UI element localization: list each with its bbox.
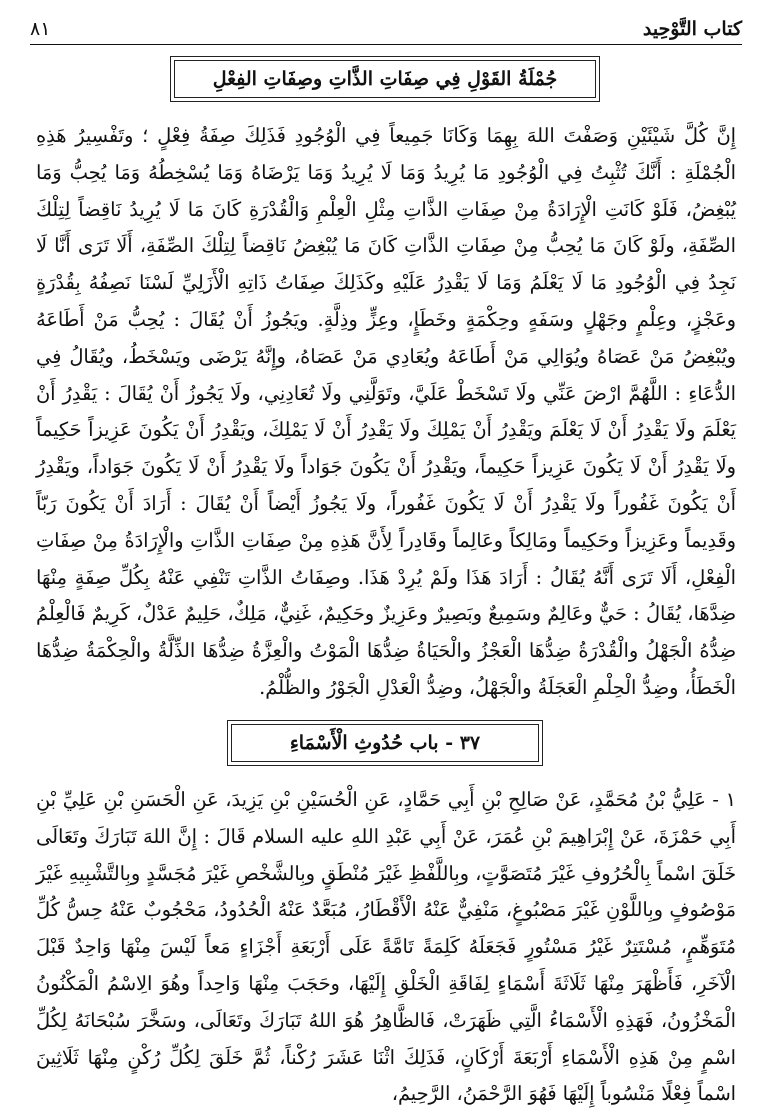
section-heading-attributes: جُمْلَةُ القَوْلِ فِي صِفَاتِ الذَّاتِ وصِفَاتِ الفِعْلِ — [174, 60, 596, 98]
paragraph-attributes: إِنَّ كُلَّ شَيْئَيْنِ وَصَفْتَ اللهَ بِهِمَا وَكَانَا جَمِيعاً فِي الْوُجُودِ فَذَلِكَ صِفَةُ فِعْلٍ ؛ وتَفْسِيرُ هَذِهِ الْجُمْلَةِ : أَنَّكَ تُثْبِتُ فِي الْوُجُودِ مَا يُرِيدُ وَمَا لَا يُرِيدُ وَمَا يَرْضَاهُ وَمَا يُسْخِطُهُ وَمَا يُحِبُّ وَمَا يُبْغِضُ، فَلَوْ كَانَتِ الْإِرَادَةُ مِنْ صِفَاتِ الذَّاتِ مِثْلِ الْعِلْمِ وَالْقُدْرَةِ كَانَ مَا لَا يُرِيدُ نَاقِضاً لِتِلْكَ الصِّفَةِ، ولَوْ كَانَ مَا يُحِبُّ مِنْ صِفَاتِ الذَّاتِ كَانَ مَا يُبْغِضُ نَاقِضاً لِتِلْكَ الصِّفَةِ، أَلَا تَرَى أَنَّا لَا نَجِدُ فِي الْوُجُودِ مَا لَا يَعْلَمُ وَمَا لَا يَقْدِرُ عَلَيْهِ وكَذَلِكَ صِفَاتُ ذَاتِهِ الْأَزَلِيِّ لَسْنَا نَصِفُهُ بِقُدْرَةٍ وعَجْزٍ، وعِلْمٍ وجَهْلٍ وسَفَهٍ وحِكْمَةٍ وخَطَإٍ، وعِزٍّ وذِلَّةٍ. ويَجُوزُ أَنْ يُقَالَ : يُحِبُّ مَنْ أَطَاعَهُ ويُبْغِضُ مَنْ عَصَاهُ ويُوَالِي مَنْ أَطَاعَهُ ويُعَادِي مَنْ عَصَاهُ، وإِنَّهُ يَرْضَى ويَسْخَطُ، ويُقَالُ فِي الدُّعَاءِ : اللَّهُمَّ ارْضَ عَنِّي ولَا تَسْخَطْ عَلَيَّ، وتَوَلَّنِي ولَا تُعَادِنِي، ولَا يَجُوزُ أَنْ يُقَالَ : يَقْدِرُ أَنْ يَعْلَمَ ولَا يَقْدِرُ أَنْ لَا يَعْلَمَ ويَقْدِرُ أَنْ يَمْلِكَ ولَا يَقْدِرُ أَنْ لَا يَمْلِكَ، ويَقْدِرُ أَنْ يَكُونَ عَزِيزاً حَكِيماً ولَا يَقْدِرُ أَنْ لَا يَكُونَ عَزِيزاً حَكِيماً، ويَقْدِرُ أَنْ يَكُونَ جَوَاداً ولَا يَقْدِرُ أَنْ لَا يَكُونَ جَوَاداً، ويَقْدِرُ أَنْ يَكُونَ غَفُوراً ولَا يَقْدِرُ أَنْ لَا يَكُونَ غَفُوراً، ولَا يَجُوزُ أَيْضاً أَنْ يُقَالَ : أَرَادَ أَنْ يَكُونَ رَبّاً وقَدِيماً وعَزِيزاً وحَكِيماً ومَالِكاً وعَالِماً وقَادِراً لِأَنَّ هَذِهِ مِنْ صِفَاتِ الذَّاتِ والْإِرَادَةُ مِنْ صِفَاتِ الْفِعْلِ، أَلَا تَرَى أَنَّهُ يُقَالُ : أَرَادَ هَذَا ولَمْ يُرِدْ هَذَا. وصِفَاتُ الذَّاتِ تَنْفِي عَنْهُ بِكُلِّ صِفَةٍ مِنْهَا ضِدَّهَا، يُقَالُ : حَيٌّ وعَالِمٌ وسَمِيعٌ وبَصِيرٌ وعَزِيزٌ وحَكِيمٌ، غَنِيٌّ، مَلِكٌ، حَلِيمٌ عَدْلٌ، كَرِيمٌ فَالْعِلْمُ ضِدُّهُ الْجَهْلُ والْقُدْرَةُ ضِدُّهَا الْعَجْزُ والْحَيَاةُ ضِدُّهَا الْمَوْتُ والْعِزَّةُ ضِدُّهَا الذِّلَّةُ والْحِكْمَةُ ضِدُّهَا الْخَطَأُ، وضِدُّ الْحِلْمِ الْعَجَلَةُ والْجَهْلُ، وضِدُّ الْعَدْلِ الْجَوْرُ والظُّلْمُ. — [36, 124, 736, 699]
paragraph-hadith: ١ - عَلِيُّ بْنُ مُحَمَّدٍ، عَنْ صَالِحِ بْنِ أَبِي حَمَّادٍ، عَنِ الْحُسَيْنِ بْنِ يَزِيدَ، عَنِ الْحَسَنِ بْنِ عَلِيِّ بْنِ أَبِي حَمْزَةَ، عَنْ إِبْرَاهِيمَ بْنِ عُمَرَ، عَنْ أَبِي عَبْدِ اللهِ عليه السلام قَالَ : إِنَّ اللهَ تَبَارَكَ وتَعَالَى خَلَقَ اسْماً بِالْحُرُوفِ غَيْرَ مُتَصَوَّتٍ، وبِاللَّفْظِ غَيْرَ مُنْطَقٍ وبِالشَّخْصِ غَيْرَ مُجَسَّدٍ وبِالتَّشْبِيهِ غَيْرَ مَوْصُوفٍ وبِاللَّوْنِ غَيْرَ مَصْبُوغٍ، مَنْفِيٌّ عَنْهُ الْأَقْطَارُ، مُبَعَّدٌ عَنْهُ الْحُدُودُ، مَحْجُوبٌ عَنْهُ حِسُّ كُلِّ مُتَوَهِّمٍ، مُسْتَتِرٌ غَيْرُ مَسْتُورٍ فَجَعَلَهُ كَلِمَةً تَامَّةً عَلَى أَرْبَعَةِ أَجْزَاءٍ مَعاً لَيْسَ مِنْهَا وَاحِدٌ قَبْلَ الْآخَرِ، فَأَظْهَرَ مِنْهَا ثَلَاثَةَ أَسْمَاءٍ لِفَاقَةِ الْخَلْقِ إِلَيْهَا، وحَجَبَ مِنْهَا وَاحِداً وهُوَ الِاسْمُ الْمَكْنُونُ الْمَخْزُونُ، فَهَذِهِ الْأَسْمَاءُ الَّتِي ظَهَرَتْ، فَالظَّاهِرُ هُوَ اللهُ تَبَارَكَ وتَعَالَى، وسَخَّرَ سُبْحَانَهُ لِكُلِّ اسْمٍ مِنْ هَذِهِ الْأَسْمَاءِ أَرْبَعَةَ أَرْكَانٍ، فَذَلِكَ اثْنَا عَشَرَ رُكْناً، ثُمَّ خَلَقَ لِكُلِّ رُكْنٍ مِنْهَا ثَلَاثِينَ اسْماً فِعْلًا مَنْسُوباً إِلَيْهَا فَهُوَ الرَّحْمَنُ، الرَّحِيمُ، — [36, 788, 736, 1106]
page-number: ٨١ — [30, 18, 51, 40]
running-header — [30, 14, 742, 45]
book-title: كتاب التَّوْحِيد — [642, 18, 742, 40]
chapter-heading-names: ٣٧ - باب حُدُوثِ الْأَسْمَاءِ — [231, 724, 539, 762]
